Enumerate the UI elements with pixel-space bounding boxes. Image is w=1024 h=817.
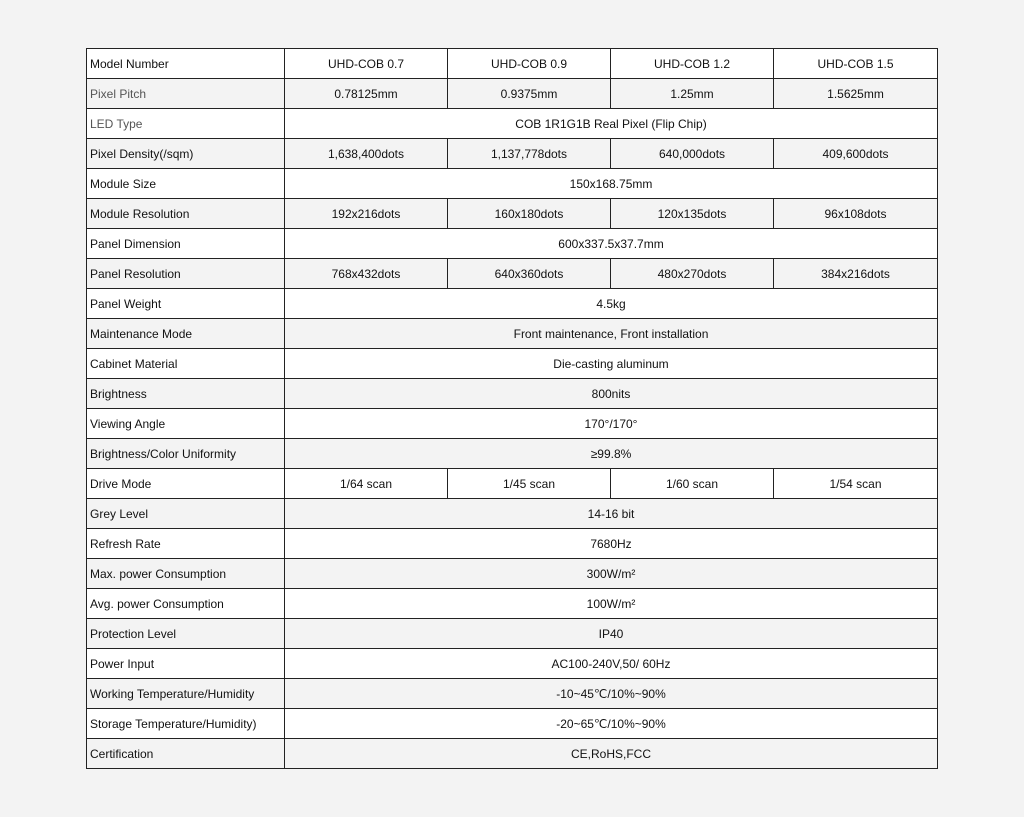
row-label: Maintenance Mode: [87, 319, 285, 349]
row-label: Module Resolution: [87, 199, 285, 229]
row-label: Grey Level: [87, 499, 285, 529]
cell-value: 0.9375mm: [448, 79, 611, 109]
spec-table-body: [87, 49, 938, 769]
table-row: [87, 79, 938, 109]
cell-value-merged: Front maintenance, Front installation: [285, 319, 938, 349]
cell-value-merged: -10~45℃/10%~90%: [285, 679, 938, 709]
row-label: Pixel Pitch: [87, 79, 285, 109]
cell-value-merged: AC100-240V,50/ 60Hz: [285, 649, 938, 679]
cell-value: UHD-COB 1.2: [611, 49, 774, 79]
row-label: Refresh Rate: [87, 529, 285, 559]
table-row: [87, 499, 938, 529]
cell-value: UHD-COB 0.9: [448, 49, 611, 79]
row-label: Module Size: [87, 169, 285, 199]
cell-value: 409,600dots: [774, 139, 938, 169]
row-label: Cabinet Material: [87, 349, 285, 379]
cell-value: 1.25mm: [611, 79, 774, 109]
row-label: Pixel Density(/sqm): [87, 139, 285, 169]
row-label: Panel Weight: [87, 289, 285, 319]
row-label: Max. power Consumption: [87, 559, 285, 589]
table-row: [87, 469, 938, 499]
cell-value-merged: IP40: [285, 619, 938, 649]
cell-value: 1/64 scan: [285, 469, 448, 499]
cell-value-merged: COB 1R1G1B Real Pixel (Flip Chip): [285, 109, 938, 139]
table-row: [87, 169, 938, 199]
cell-value-merged: 150x168.75mm: [285, 169, 938, 199]
table-row: [87, 739, 938, 769]
cell-value: 0.78125mm: [285, 79, 448, 109]
cell-value: 1,137,778dots: [448, 139, 611, 169]
cell-value-merged: CE,RoHS,FCC: [285, 739, 938, 769]
row-label: Avg. power Consumption: [87, 589, 285, 619]
cell-value: 640,000dots: [611, 139, 774, 169]
table-row: [87, 619, 938, 649]
table-row: [87, 49, 938, 79]
cell-value-merged: -20~65℃/10%~90%: [285, 709, 938, 739]
cell-value-merged: 800nits: [285, 379, 938, 409]
spec-table: [86, 48, 938, 769]
cell-value-merged: 300W/m²: [285, 559, 938, 589]
table-row: [87, 559, 938, 589]
table-row: [87, 649, 938, 679]
cell-value: UHD-COB 1.5: [774, 49, 938, 79]
table-row: [87, 529, 938, 559]
table-row: [87, 199, 938, 229]
row-label: Panel Dimension: [87, 229, 285, 259]
cell-value: 480x270dots: [611, 259, 774, 289]
row-label: Power Input: [87, 649, 285, 679]
cell-value: 96x108dots: [774, 199, 938, 229]
table-row: [87, 439, 938, 469]
table-row: [87, 289, 938, 319]
table-row: [87, 229, 938, 259]
cell-value-merged: 600x337.5x37.7mm: [285, 229, 938, 259]
cell-value: 120x135dots: [611, 199, 774, 229]
row-label: Brightness: [87, 379, 285, 409]
row-label: LED Type: [87, 109, 285, 139]
row-label: Working Temperature/Humidity: [87, 679, 285, 709]
table-row: [87, 319, 938, 349]
cell-value: 1/45 scan: [448, 469, 611, 499]
cell-value: 1/60 scan: [611, 469, 774, 499]
row-label: Storage Temperature/Humidity): [87, 709, 285, 739]
cell-value-merged: 170°/170°: [285, 409, 938, 439]
cell-value: 768x432dots: [285, 259, 448, 289]
row-label: Certification: [87, 739, 285, 769]
table-row: [87, 589, 938, 619]
table-row: [87, 409, 938, 439]
row-label: Model Number: [87, 49, 285, 79]
cell-value-merged: 4.5kg: [285, 289, 938, 319]
cell-value: 1/54 scan: [774, 469, 938, 499]
table-row: [87, 109, 938, 139]
table-row: [87, 349, 938, 379]
table-row: [87, 679, 938, 709]
table-row: [87, 379, 938, 409]
cell-value-merged: 100W/m²: [285, 589, 938, 619]
table-row: [87, 259, 938, 289]
cell-value-merged: 7680Hz: [285, 529, 938, 559]
row-label: Panel Resolution: [87, 259, 285, 289]
cell-value: 160x180dots: [448, 199, 611, 229]
table-row: [87, 709, 938, 739]
cell-value: 640x360dots: [448, 259, 611, 289]
cell-value: UHD-COB 0.7: [285, 49, 448, 79]
cell-value: 192x216dots: [285, 199, 448, 229]
cell-value: 1,638,400dots: [285, 139, 448, 169]
cell-value-merged: 14-16 bit: [285, 499, 938, 529]
table-row: [87, 139, 938, 169]
cell-value: 384x216dots: [774, 259, 938, 289]
cell-value: 1.5625mm: [774, 79, 938, 109]
row-label: Protection Level: [87, 619, 285, 649]
cell-value-merged: ≥99.8%: [285, 439, 938, 469]
row-label: Brightness/Color Uniformity: [87, 439, 285, 469]
row-label: Drive Mode: [87, 469, 285, 499]
cell-value-merged: Die-casting aluminum: [285, 349, 938, 379]
row-label: Viewing Angle: [87, 409, 285, 439]
